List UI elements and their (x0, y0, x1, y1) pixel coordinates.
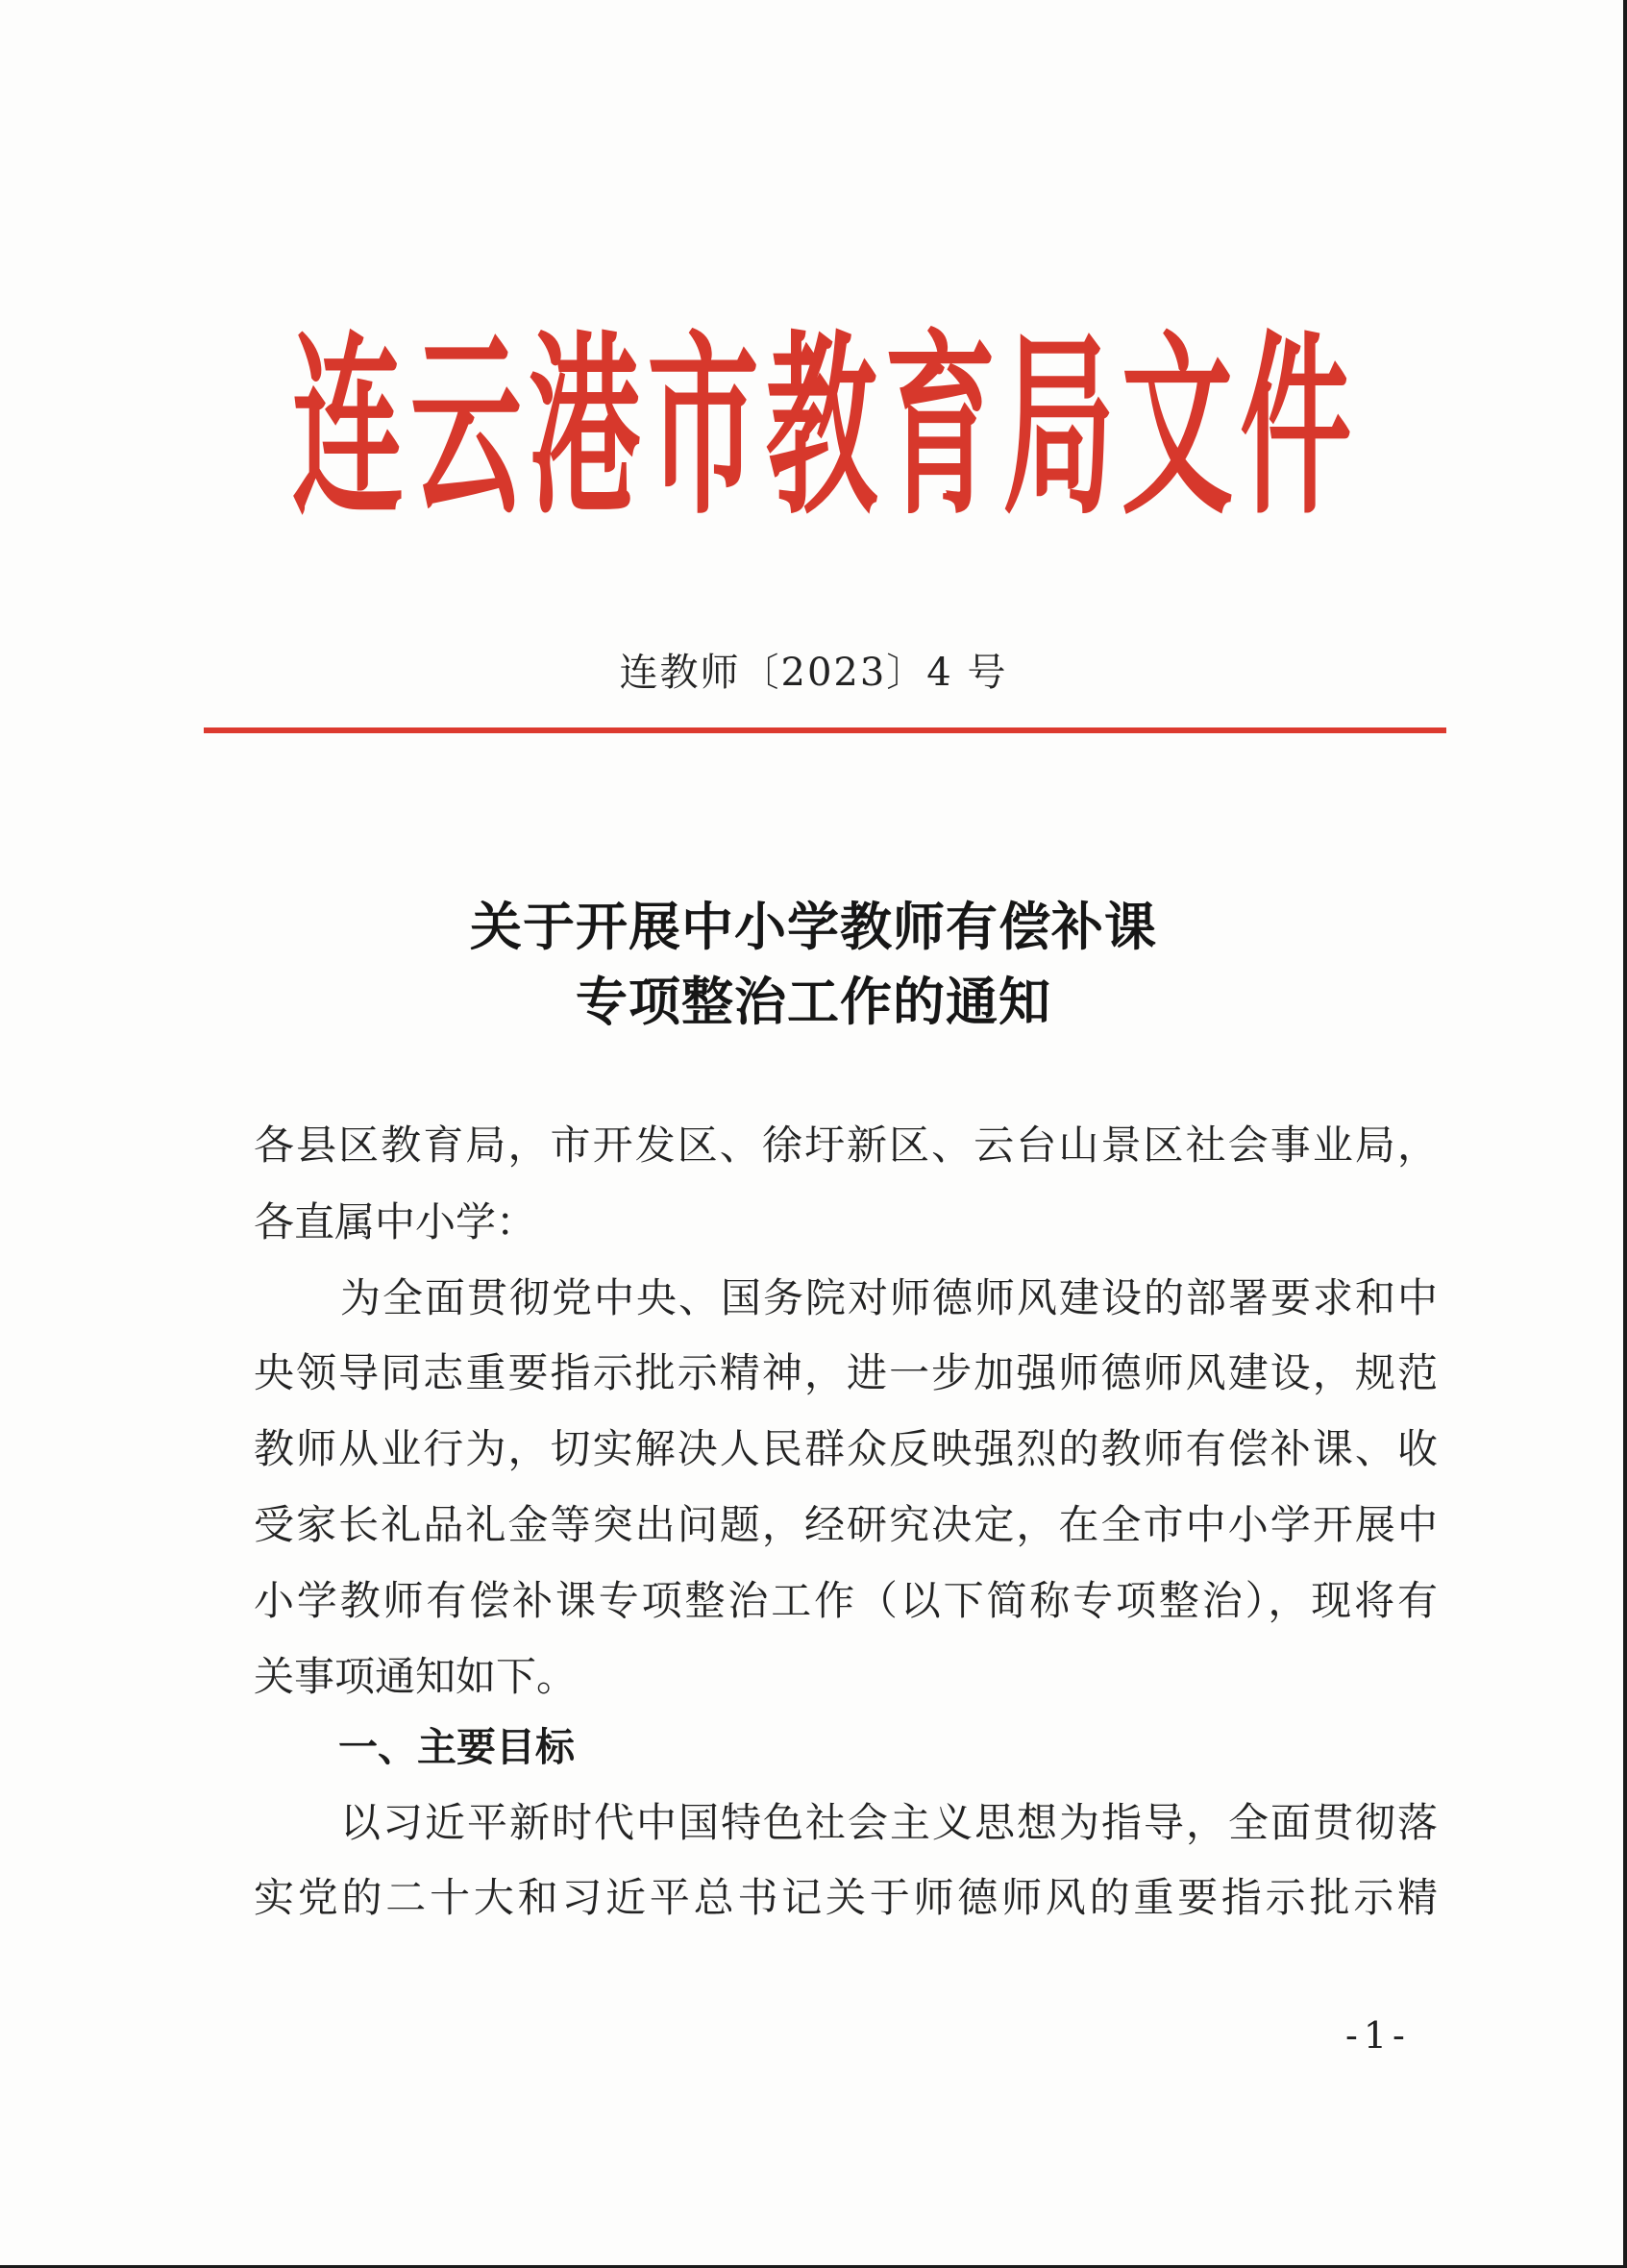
scan-edge (1623, 0, 1627, 2268)
intro-line: 为全面贯彻党中央、国务院对师德师风建设的部署要求和中 (340, 1274, 1438, 1321)
letterhead-char: 港 (529, 314, 641, 542)
page-number: -1- (1345, 2014, 1411, 2057)
letterhead-char: 连 (291, 314, 404, 542)
letterhead-char: 文 (1121, 314, 1233, 542)
addressee-line-2: 各直属中小学： (254, 1198, 537, 1245)
letterhead-char: 件 (1240, 314, 1352, 542)
addressee-line-1: 各县区教育局，市开发区、徐圩新区、云台山景区社会事业局， (254, 1122, 1438, 1169)
letterhead-char: 教 (765, 314, 877, 542)
intro-line: 关事项通知如下。 (254, 1653, 578, 1700)
intro-line: 教师从业行为，切实解决人民群众反映强烈的教师有偿补课、收 (254, 1425, 1438, 1472)
letterhead-char: 育 (884, 314, 997, 542)
document-title-line-2: 专项整治工作的通知 (576, 971, 1051, 1032)
section-1-line: 以习近平新时代中国特色社会主义思想为指导，全面贯彻落 (340, 1799, 1438, 1846)
letterhead-char: 市 (647, 314, 759, 542)
document-number: 连教师〔2023〕4 号 (619, 651, 1008, 695)
letterhead (288, 306, 1355, 542)
intro-line: 央领导同志重要指示批示精神，进一步加强师德师风建设，规范 (254, 1349, 1438, 1396)
letterhead-char: 云 (409, 314, 522, 542)
section-1-line: 实党的二十大和习近平总书记关于师德师风的重要指示批示精 (254, 1874, 1438, 1921)
intro-line: 受家长礼品礼金等突出问题，经研究决定，在全市中小学开展中 (254, 1501, 1438, 1548)
intro-line: 小学教师有偿补课专项整治工作（以下简称专项整治），现将有 (254, 1577, 1438, 1624)
document-title-line-1: 关于开展中小学教师有偿补课 (470, 896, 1157, 957)
section-heading-main-goals: 一、主要目标 (338, 1724, 575, 1770)
letterhead-char: 局 (1002, 314, 1115, 542)
red-divider-rule (204, 727, 1446, 733)
